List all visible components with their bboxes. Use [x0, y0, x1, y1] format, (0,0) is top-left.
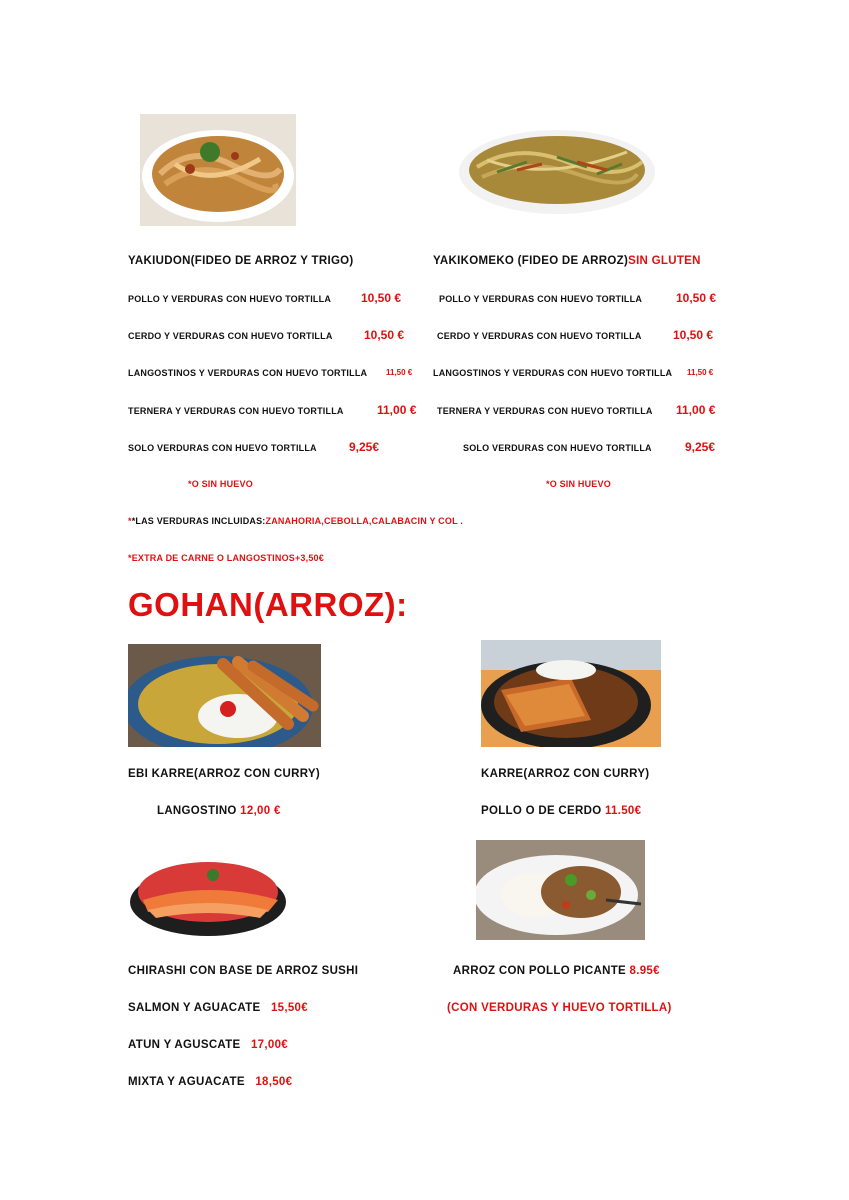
- list-item: [439, 294, 642, 304]
- item-label: SALMON Y AGUACATE: [128, 1002, 261, 1014]
- yakikomeko-title: [433, 255, 701, 267]
- verduras-asterisk: *: [128, 516, 132, 526]
- karre-price-line: [481, 805, 641, 817]
- item-label: MIXTA Y AGUACATE: [128, 1076, 245, 1088]
- arroz-picante-photo: [476, 840, 645, 940]
- list-item: [437, 406, 653, 416]
- page-title: GOHAN(ARROZ):: [128, 586, 408, 623]
- list-item: [433, 368, 672, 378]
- ebi-karre-title: EBI KARRE(ARROZ CON CURRY): [128, 768, 321, 780]
- item-label: POLLO Y VERDURAS CON HUEVO TORTILLA: [439, 294, 643, 304]
- karre-title: KARRE(ARROZ CON CURRY): [481, 768, 650, 780]
- verduras-note: [128, 516, 463, 526]
- karre-photo: [481, 640, 661, 747]
- list-item: [128, 1002, 308, 1014]
- item-price: 10,50 €: [676, 291, 717, 305]
- arroz-picante-title: [453, 965, 660, 977]
- list-item: [128, 406, 344, 416]
- item-label: LANGOSTINOS Y VERDURAS CON HUEVO TORTILLA: [433, 368, 673, 378]
- item-price: 11,50 €: [386, 368, 413, 377]
- list-item: [437, 331, 642, 341]
- yakikomeko-photo: [457, 112, 657, 222]
- verduras-list: ZANAHORIA,CEBOLLA,CALABACIN Y COL .: [265, 516, 464, 526]
- item-price: 11,50 €: [687, 368, 714, 377]
- yakiudon-photo: [140, 114, 296, 226]
- item-label: POLLO O DE CERDO: [481, 805, 602, 817]
- list-item: [128, 443, 317, 453]
- item-label: LANGOSTINOS Y VERDURAS CON HUEVO TORTILLA: [128, 368, 368, 378]
- item-price: 11.50€: [604, 805, 642, 817]
- item-price: 11,00 €: [377, 403, 417, 417]
- item-label: TERNERA Y VERDURAS CON HUEVO TORTILLA: [128, 406, 344, 416]
- item-price: 12,00 €: [240, 805, 281, 817]
- item-price: 8.95€: [629, 965, 660, 977]
- list-item: [128, 331, 333, 341]
- chirashi-title: CHIRASHI CON BASE DE ARROZ SUSHI: [128, 965, 359, 977]
- item-price: 11,00 €: [676, 403, 716, 417]
- item-label: SOLO VERDURAS CON HUEVO TORTILLA: [128, 443, 317, 453]
- list-item: [128, 294, 331, 304]
- yakiudon-title: YAKIUDON(FIDEO DE ARROZ Y TRIGO): [128, 255, 354, 267]
- sin-gluten-note: SIN GLUTEN: [628, 255, 701, 267]
- item-label: TERNERA Y VERDURAS CON HUEVO TORTILLA: [437, 406, 653, 416]
- item-price: 10,50 €: [364, 328, 405, 342]
- item-label: CERDO Y VERDURAS CON HUEVO TORTILLA: [437, 331, 642, 341]
- verduras-prefix: *LAS VERDURAS INCLUIDAS:: [131, 516, 266, 526]
- item-label: SOLO VERDURAS CON HUEVO TORTILLA: [463, 443, 652, 453]
- ebi-karre-photo: [128, 644, 321, 747]
- ebi-karre-price-line: [157, 805, 281, 817]
- list-item: [128, 1076, 292, 1088]
- list-item: [128, 368, 367, 378]
- sin-huevo-note: *O SIN HUEVO: [546, 479, 611, 489]
- item-price: 9,25€: [349, 440, 380, 454]
- item-price: 17,00€: [250, 1039, 288, 1051]
- chirashi-photo: [128, 850, 288, 938]
- item-label: ARROZ CON POLLO PICANTE: [453, 965, 627, 977]
- item-label: ATUN Y AGUSCATE: [128, 1039, 241, 1051]
- item-price: 9,25€: [685, 440, 716, 454]
- item-price: 15,50€: [270, 1002, 308, 1014]
- arroz-picante-note: (CON VERDURAS Y HUEVO TORTILLA): [447, 1002, 672, 1014]
- yakikomeko-title-text: YAKIKOMEKO (FIDEO DE ARROZ): [433, 255, 629, 267]
- item-price: 10,50 €: [673, 328, 714, 342]
- sin-huevo-note: *O SIN HUEVO: [188, 479, 253, 489]
- item-label: LANGOSTINO: [157, 805, 237, 817]
- item-label: CERDO Y VERDURAS CON HUEVO TORTILLA: [128, 331, 333, 341]
- list-item: [463, 443, 652, 453]
- item-price: 10,50 €: [361, 291, 402, 305]
- item-label: POLLO Y VERDURAS CON HUEVO TORTILLA: [128, 294, 332, 304]
- list-item: [128, 1039, 288, 1051]
- extra-note: *EXTRA DE CARNE O LANGOSTINOS+3,50€: [128, 553, 324, 563]
- item-price: 18,50€: [255, 1076, 293, 1088]
